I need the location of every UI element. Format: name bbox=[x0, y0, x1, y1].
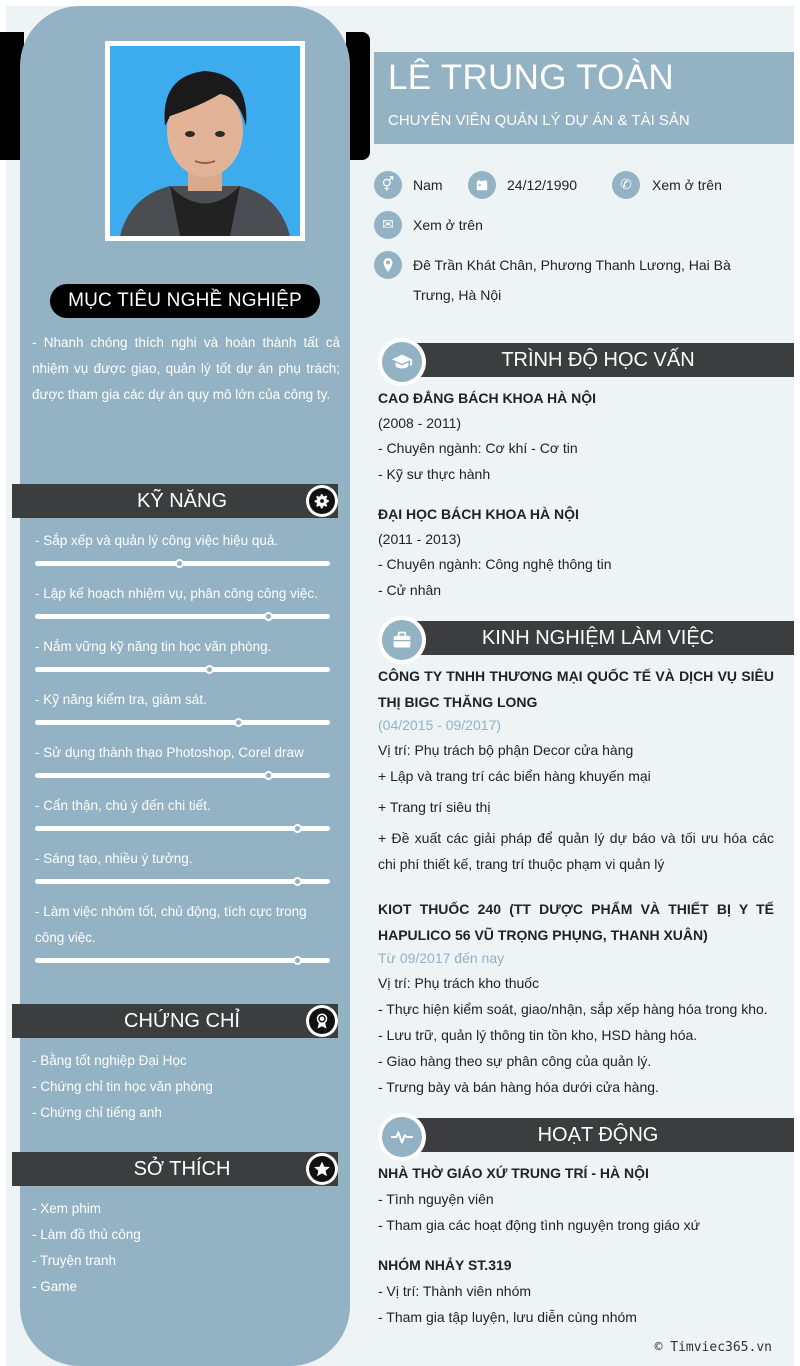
certificates-heading-bar bbox=[12, 1004, 338, 1038]
skill-bar-knob bbox=[293, 877, 302, 886]
job-1-duty-3: + Đề xuất các giải pháp để quản lý dự báo và tối ưu hóa các chi phí thiết kế, trang trí thuộc phạm vi quản lý bbox=[378, 830, 774, 872]
skill-item: - Nắm vững kỹ năng tin học văn phòng. bbox=[35, 639, 272, 654]
edu-2-degree: - Cử nhân bbox=[378, 582, 442, 598]
job-2-duty-3: - Giao hàng theo sự phân công của quản lý. bbox=[378, 1053, 652, 1069]
gender-value: Nam bbox=[413, 177, 443, 193]
job-2-duty-1: - Thực hiện kiểm soát, giao/nhận, sắp xếp hàng hóa trong kho. bbox=[378, 1001, 768, 1017]
certificates-heading: CHỨNG CHỈ bbox=[124, 1010, 240, 1032]
certificates-list bbox=[32, 1048, 213, 1126]
hobbies-heading: SỞ THÍCH bbox=[133, 1158, 231, 1180]
gender-icon: ⚥ bbox=[374, 171, 402, 199]
edu-2-school: ĐẠI HỌC BÁCH KHOA HÀ NỘI bbox=[378, 506, 579, 522]
list-item: - Làm đồ thủ công bbox=[32, 1227, 141, 1242]
skill-bar bbox=[35, 773, 330, 778]
edu-1-degree: - Kỹ sư thực hành bbox=[378, 466, 491, 482]
list-item: - Chứng chỉ tin học văn phòng bbox=[32, 1079, 213, 1094]
address-line-2: Trưng, Hà Nội bbox=[413, 287, 502, 303]
hobbies-heading-bar bbox=[12, 1152, 338, 1186]
job-1-company: CÔNG TY TNHH THƯƠNG MẠI QUỐC TẾ VÀ DỊCH VỤ SIÊU THỊ BIGC THĂNG LONG bbox=[378, 668, 774, 710]
job-1-duty-2: + Trang trí siêu thị bbox=[378, 799, 491, 815]
phone-icon: ✆ bbox=[612, 171, 640, 199]
skill-bar-knob bbox=[293, 824, 302, 833]
activity-1-line-2: - Tham gia các hoạt động tình nguyện trong giáo xứ bbox=[378, 1217, 700, 1233]
skill-item: - Cẩn thận, chú ý đến chi tiết. bbox=[35, 798, 211, 813]
briefcase-icon bbox=[378, 616, 426, 664]
skill-bar bbox=[35, 614, 330, 619]
edu-2-period: (2011 - 2013) bbox=[378, 531, 462, 547]
skill-bar bbox=[35, 958, 330, 963]
experience-heading: KINH NGHIỆM LÀM VIỆC bbox=[481, 627, 715, 649]
hobbies-list bbox=[32, 1196, 141, 1300]
candidate-name: LÊ TRUNG TOÀN bbox=[388, 58, 674, 97]
portrait-illustration bbox=[110, 46, 300, 236]
skill-bar-knob bbox=[234, 718, 243, 727]
address-line-1: Đê Trần Khát Chân, Phương Thanh Lương, Hai Bà bbox=[413, 257, 731, 273]
footer-watermark: © Timviec365.vn bbox=[654, 1340, 772, 1355]
experience-heading-bar bbox=[378, 618, 794, 656]
activity-2-line-2: - Tham gia tập luyện, lưu diễn cùng nhóm bbox=[378, 1309, 637, 1325]
edu-1-school: CAO ĐẲNG BÁCH KHOA HÀ NỘI bbox=[378, 390, 597, 406]
star-icon bbox=[306, 1153, 338, 1185]
skills-heading: KỸ NĂNG bbox=[136, 490, 228, 512]
pulse-icon bbox=[378, 1113, 426, 1161]
skill-bar bbox=[35, 561, 330, 566]
list-item: - Game bbox=[32, 1279, 78, 1294]
activities-heading: HOẠT ĐỘNG bbox=[537, 1124, 659, 1146]
graduation-cap-icon bbox=[378, 338, 426, 386]
skill-item: - Làm việc nhóm tốt, chủ động, tích cực trong công việc. bbox=[35, 904, 307, 945]
objective-heading: MỤC TIÊU NGHỀ NGHIỆP bbox=[50, 284, 320, 318]
activity-2-line-1: - Vị trí: Thành viên nhóm bbox=[378, 1283, 532, 1299]
edu-1-period: (2008 - 2011) bbox=[378, 415, 462, 431]
email-icon: ✉ bbox=[374, 211, 402, 239]
calendar-icon bbox=[468, 171, 496, 199]
profile-photo bbox=[105, 41, 305, 241]
skill-bar-knob bbox=[264, 771, 273, 780]
header-box bbox=[374, 52, 794, 144]
activity-1-line-1: - Tình nguyện viên bbox=[378, 1191, 494, 1207]
edu-1-major: - Chuyên ngành: Cơ khí - Cơ tin bbox=[378, 440, 578, 456]
job-1-duty-1: + Lập và trang trí các biển hàng khuyến mại bbox=[378, 768, 651, 784]
skill-bar bbox=[35, 826, 330, 831]
objective-text: - Nhanh chóng thích nghi và hoàn thành tất cả nhiệm vụ được giao, quản lý tốt dự án phụ trách; được tham gia các dự án quy mô lớn của công ty. bbox=[32, 335, 340, 402]
edu-2-major: - Chuyên ngành: Công nghệ thông tin bbox=[378, 556, 612, 572]
job-1-position: Vị trí: Phụ trách bộ phận Decor cửa hàng bbox=[378, 742, 634, 758]
skill-item: - Sử dụng thành thạo Photoshop, Corel draw bbox=[35, 745, 304, 760]
education-heading: TRÌNH ĐỘ HỌC VẤN bbox=[501, 349, 695, 371]
job-title: CHUYÊN VIÊN QUẢN LÝ DỰ ÁN & TÀI SẢN bbox=[388, 112, 690, 129]
location-pin-icon bbox=[374, 251, 402, 279]
activity-1-org: NHÀ THỜ GIÁO XỨ TRUNG TRÍ - HÀ NỘI bbox=[378, 1165, 649, 1181]
job-2-duty-2: - Lưu trữ, quản lý thông tin tồn kho, HSD hàng hóa. bbox=[378, 1027, 698, 1043]
job-2-duty-4: - Trưng bày và bán hàng hóa dưới cửa hàng. bbox=[378, 1079, 659, 1095]
skill-item: - Sáng tạo, nhiều ý tưởng. bbox=[35, 851, 193, 866]
skill-bar-knob bbox=[264, 612, 273, 621]
list-item: - Truyện tranh bbox=[32, 1253, 117, 1268]
list-item: - Bằng tốt nghiệp Đại Học bbox=[32, 1053, 187, 1068]
dob-value: 24/12/1990 bbox=[507, 177, 578, 193]
skill-item: - Kỹ năng kiểm tra, giám sát. bbox=[35, 692, 207, 707]
skills-heading-bar bbox=[12, 484, 338, 518]
email-value: Xem ở trên bbox=[413, 217, 483, 233]
skill-bar bbox=[35, 720, 330, 725]
skill-bar bbox=[35, 879, 330, 884]
education-heading-bar bbox=[378, 340, 794, 378]
skill-bar-knob bbox=[293, 956, 302, 965]
activities-heading-bar bbox=[378, 1115, 794, 1153]
skill-bar-knob bbox=[205, 665, 214, 674]
list-item: - Chứng chỉ tiếng anh bbox=[32, 1105, 162, 1120]
phone-value: Xem ở trên bbox=[652, 177, 722, 193]
award-icon bbox=[306, 1005, 338, 1037]
job-1-period: (04/2015 - 09/2017) bbox=[378, 717, 501, 733]
skill-item: - Lập kế hoạch nhiệm vụ, phân công công việc. bbox=[35, 586, 318, 601]
skill-bar bbox=[35, 667, 330, 672]
job-2-company: KIOT THUỐC 240 (TT DƯỢC PHẨM VÀ THIẾT BỊ Y TẾ HAPULICO 56 VŨ TRỌNG PHỤNG, THANH XUÂN) bbox=[378, 901, 774, 943]
gear-icon bbox=[306, 485, 338, 517]
skill-item: - Sắp xếp và quản lý công việc hiệu quả. bbox=[35, 533, 279, 548]
list-item: - Xem phim bbox=[32, 1201, 102, 1216]
skill-bar-knob bbox=[175, 559, 184, 568]
job-2-period: Từ 09/2017 đến nay bbox=[378, 950, 505, 966]
activity-2-org: NHÓM NHẢY ST.319 bbox=[378, 1257, 512, 1273]
job-2-position: Vị trí: Phụ trách kho thuốc bbox=[378, 975, 540, 991]
